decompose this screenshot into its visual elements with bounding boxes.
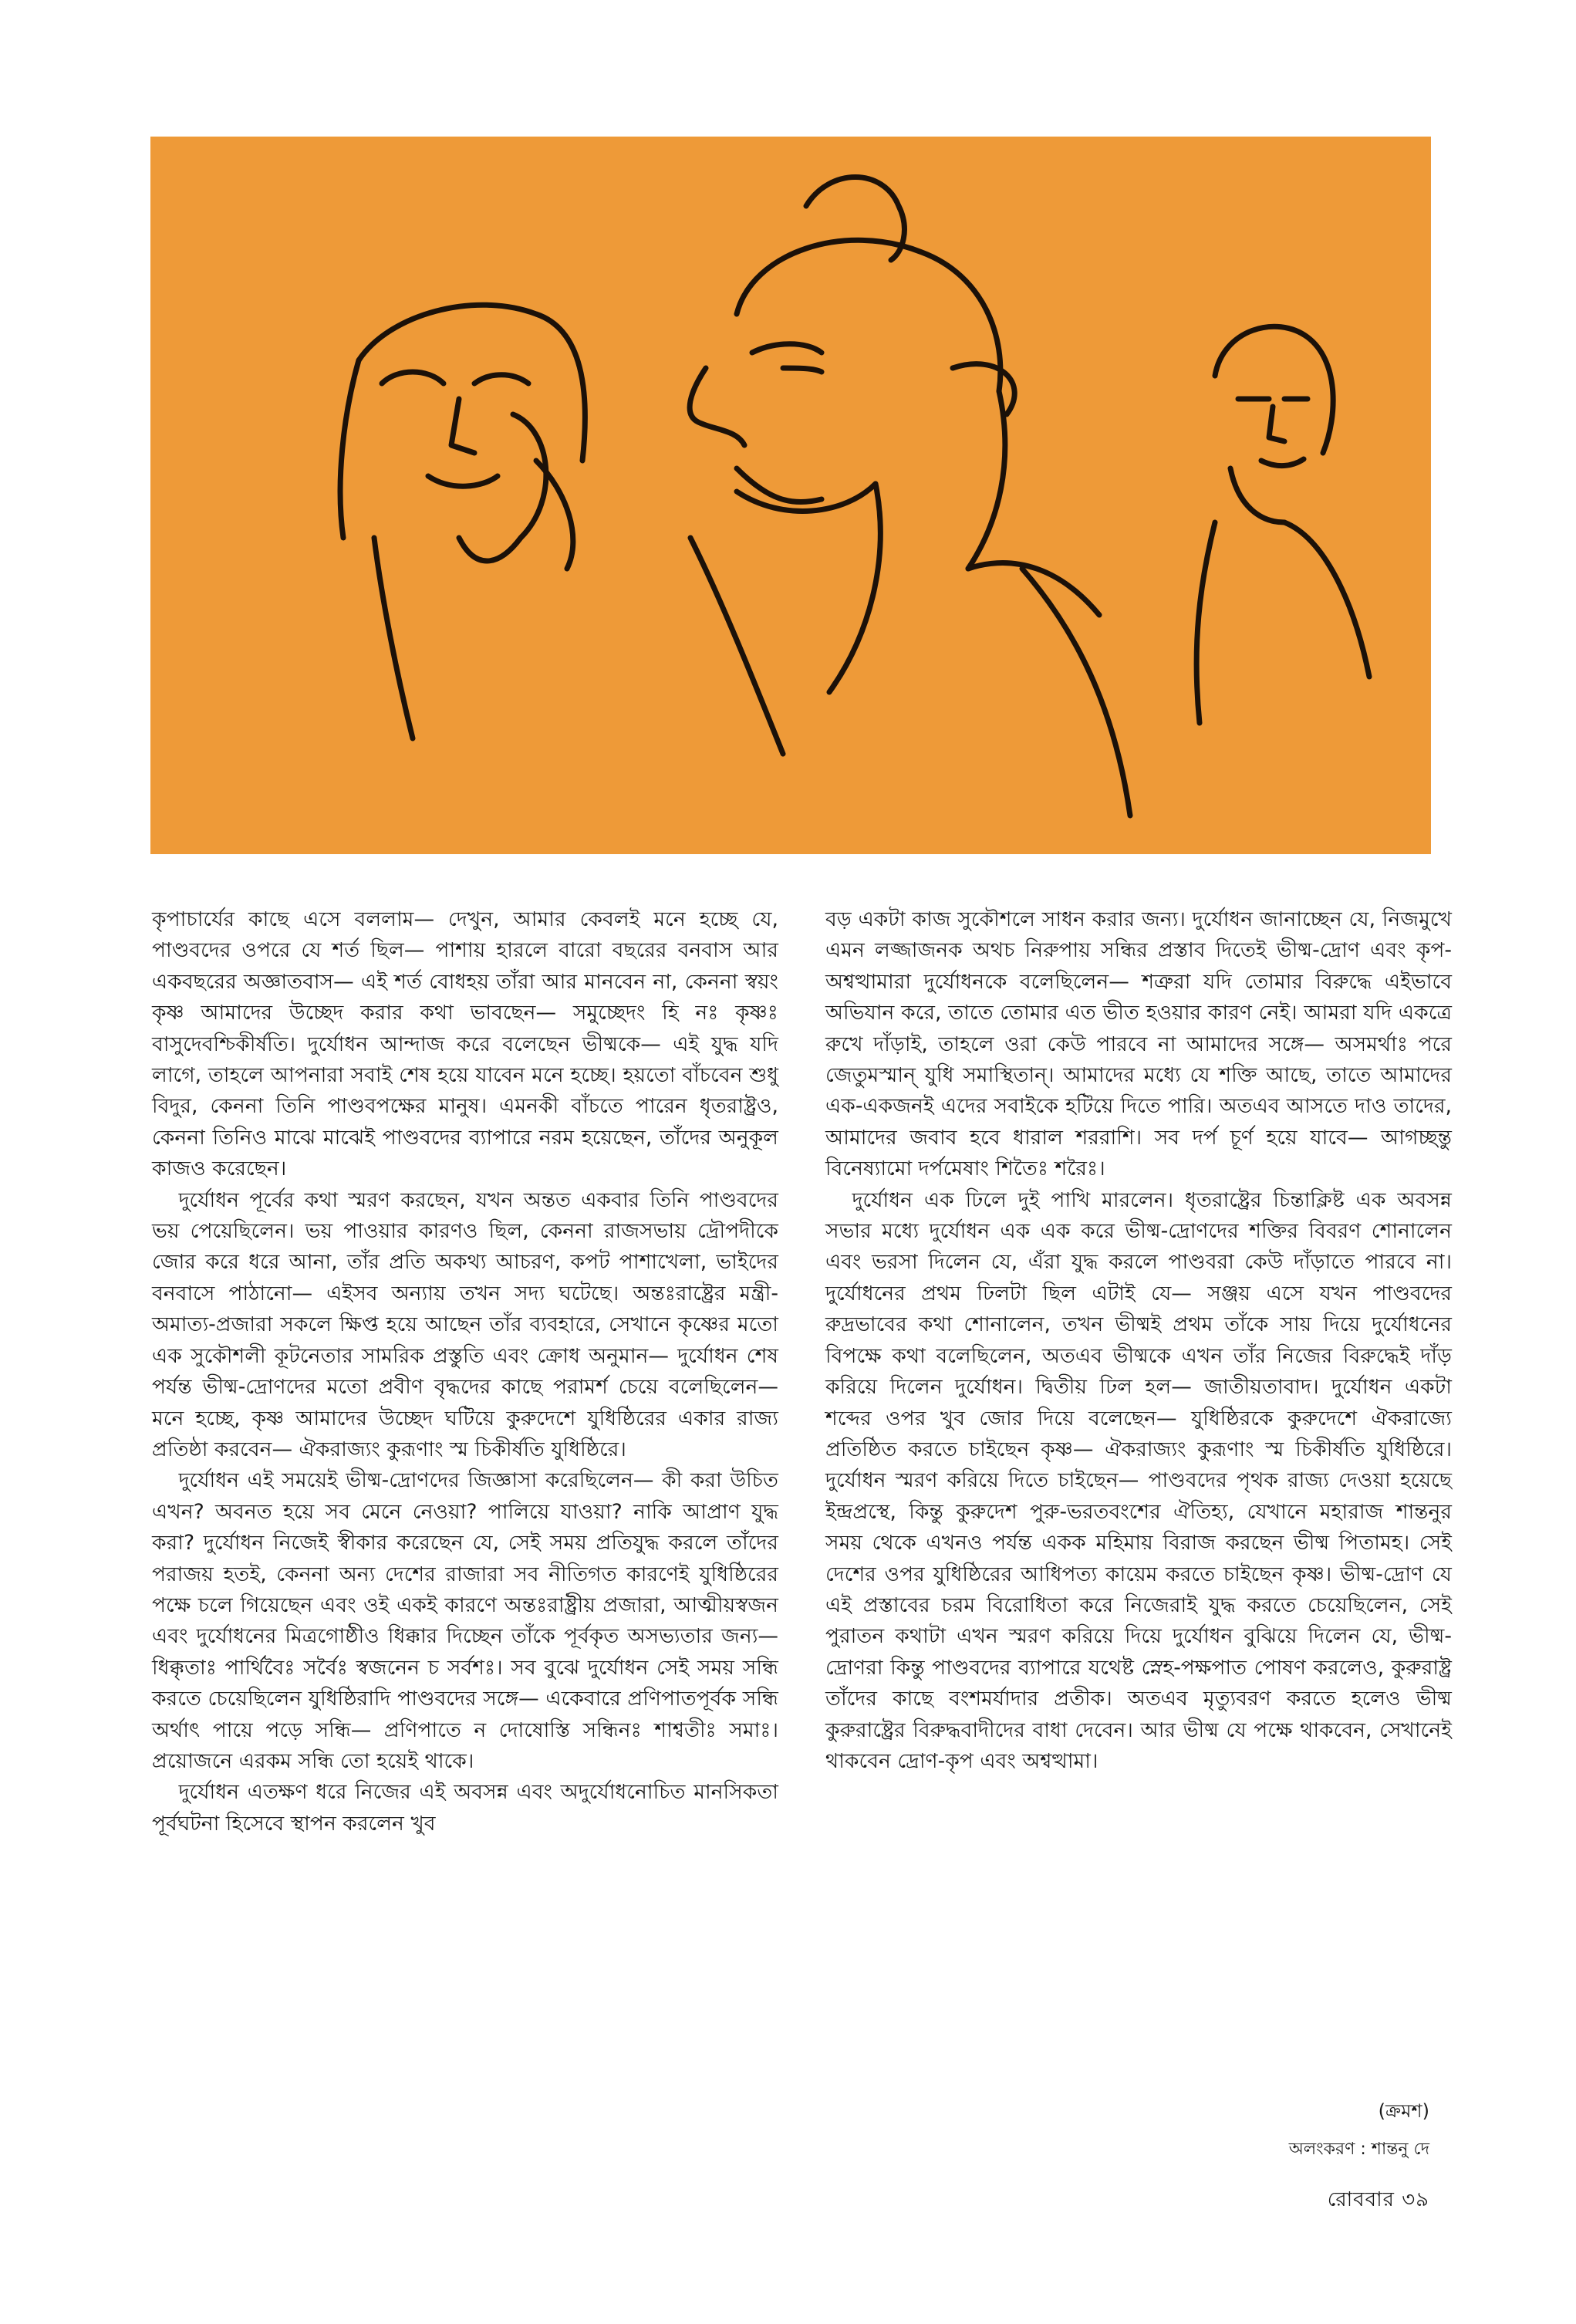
- illustration-credit: অলংকরণ : শান্তনু দে: [1288, 2140, 1429, 2159]
- painted-figures-illustration-icon: [150, 137, 1431, 854]
- paragraph: দুর্যোধন পূর্বের কথা স্মরণ করছেন, যখন অন্তত একবার তিনি পাণ্ডবদের ভয় পেয়েছিলেন। ভয় পাওয়ার কারণও ছিল, কেননা রাজসভায় দ্রৌপদীকে জোর করে ধরে আনা, তাঁর প্রতি অকথ্য আচরণ, কপট পাশাখেলা, ভাইদের বনবাসে পাঠানো— এইসব অন্যায় তখন সদ্য ঘটেছে। অন্তঃরাষ্ট্রের মন্ত্রী-অমাত্য-প্রজারা সকলে ক্ষিপ্ত হয়ে আছেন তাঁর ব্যবহারে, সেখানে কৃষ্ণের মতো এক সুকৌশলী কূটনেতার সামরিক প্রস্তুতি এবং ক্রোধ অনুমান— দুর্যোধন শেষ পর্যন্ত ভীষ্ম-দ্রোণদের মতো প্রবীণ বৃদ্ধদের কাছে পরামর্শ চেয়ে বলেছিলেন— মনে হচ্ছে, কৃষ্ণ আমাদের উচ্ছেদ ঘটিয়ে কুরুদেশে যুধিষ্ঠিরের একার রাজ্য প্রতিষ্ঠা করবেন— ঐকরাজ্যং কুরূণাং স্ম চিকীর্ষতি যুধিষ্ঠিরে।: [152, 1187, 778, 1461]
- illustration: [150, 137, 1431, 854]
- right-column: [825, 904, 1452, 1777]
- paragraph: দুর্যোধন এক ঢিলে দুই পাখি মারলেন। ধৃতরাষ্ট্রের চিন্তাক্লিষ্ট এক অবসন্ন সভার মধ্যে দুর্যোধন এক এক করে ভীষ্ম-দ্রোণদের শক্তির বিবরণ শোনালেন এবং ভরসা দিলেন যে, এঁরা যুদ্ধ করলে পাণ্ডবরা কেউ দাঁড়াতে পারবে না। দুর্যোধনের প্রথম ঢিলটা ছিল এটাই যে— সঞ্জয় এসে যখন পাণ্ডবদের রুদ্রভাবের কথা শোনালেন, তখন ভীষ্মই প্রথম তাঁকে সায় দিয়ে দুর্যোধনের বিপক্ষে কথা বলেছিলেন, অতএব ভীষ্মকে এখন তাঁর নিজের বিরুদ্ধেই দাঁড় করিয়ে দিলেন দুর্যোধন। দ্বিতীয় ঢিল হল— জাতীয়তাবাদ। দুর্যোধন একটা শব্দের ওপর খুব জোর দিয়ে বলেছেন— যুধিষ্ঠিরকে কুরুদেশে ঐকরাজ্যে প্রতিষ্ঠিত করতে চাইছেন কৃষ্ণ— ঐকরাজ্যং কুরূণাং স্ম চিকীর্ষতি যুধিষ্ঠিরে। দুর্যোধন স্মরণ করিয়ে দিতে চাইছেন— পাণ্ডবদের পৃথক রাজ্য দেওয়া হয়েছে ইন্দ্রপ্রস্থে, কিন্তু কুরুদেশ পুরু-ভরতবংশের ঐতিহ্য, যেখানে মহারাজ শান্তনুর সময় থেকে এখনও পর্যন্ত একক মহিমায় বিরাজ করছেন ভীষ্ম পিতামহ। সেই দেশের ওপর যুধিষ্ঠিরের আধিপত্য কায়েম করতে চাইছেন কৃষ্ণ। ভীষ্ম-দ্রোণ যে এই প্রস্তাবের চরম বিরোধিতা করে নিজেরাই যুদ্ধ করতে চেয়েছিলেন, সেই পুরাতন কথাটা এখন স্মরণ করিয়ে দিয়ে দুর্যোধন বুঝিয়ে দিলেন যে, ভীষ্ম-দ্রোণরা কিন্তু পাণ্ডবদের ব্যাপারে যথেষ্ট স্নেহ-পক্ষপাত পোষণ করলেও, কুরুরাষ্ট্র তাঁদের কাছে বংশমর্যাদার প্রতীক। অতএব মৃত্যুবরণ করতে হলেও ভীষ্ম কুরুরাষ্ট্রের বিরুদ্ধবাদীদের বাধা দেবেন। আর ভীষ্ম যে পক্ষে থাকবেন, সেখানেই থাকবেন দ্রোণ-কৃপ এবং অশ্বত্থামা।: [825, 1187, 1452, 1773]
- page-folio: রোববার ৩৯: [1327, 2188, 1429, 2211]
- paragraph: দুর্যোধন এতক্ষণ ধরে নিজের এই অবসন্ন এবং অদুর্যোধনোচিত মানসিকতা পূর্বঘটনা হিসেবে স্থাপন করলেন খুব: [152, 1780, 778, 1836]
- continued-note: (ক্রমশ): [1378, 2100, 1429, 2122]
- paragraph: কৃপাচার্যের কাছে এসে বললাম— দেখুন, আমার কেবলই মনে হচ্ছে যে, পাণ্ডবদের ওপরে যে শর্ত ছিল— পাশায় হারলে বারো বছরের বনবাস আর একবছরের অজ্ঞাতবাস— এই শর্ত বোধহয় তাঁরা আর মানবেন না, কেননা স্বয়ং কৃষ্ণ আমাদের উচ্ছেদ করার কথা ভাবছেন— সমুচ্ছেদং হি নঃ কৃষ্ণঃ বাসুদেবশ্চিকীর্ষতি। দুর্যোধন আন্দাজ করে বলেছেন ভীষ্মকে— এই যুদ্ধ যদি লাগে, তাহলে আপনারা সবাই শেষ হয়ে যাবেন মনে হচ্ছে। হয়তো বাঁচবেন শুধু বিদুর, কেননা তিনি পাণ্ডবপক্ষের মানুষ। এমনকী বাঁচতে পারেন ধৃতরাষ্ট্রও, কেননা তিনিও মাঝে মাঝেই পাণ্ডবদের ব্যাপারে নরম হয়েছেন, তাঁদের অনুকূল কাজও করেছেন।: [152, 907, 778, 1181]
- left-column: [152, 904, 778, 1839]
- paragraph: বড় একটা কাজ সুকৌশলে সাধন করার জন্য। দুর্যোধন জানাচ্ছেন যে, নিজমুখে এমন লজ্জাজনক অথচ নিরুপায় সন্ধির প্রস্তাব দিতেই ভীষ্ম-দ্রোণ এবং কৃপ-অশ্বত্থামারা দুর্যোধনকে বলেছিলেন— শত্রুরা যদি তোমার বিরুদ্ধে এইভাবে অভিযান করে, তাতে তোমার এত ভীত হওয়ার কারণ নেই। আমরা যদি একত্রে রুখে দাঁড়াই, তাহলে ওরা কেউ পারবে না আমাদের সঙ্গে— অসমর্থাঃ পরে জেতুমস্মান্ যুধি সমাস্থিতান্। আমাদের মধ্যে যে শক্তি আছে, তাতে আমাদের এক-একজনই এদের সবাইকে হটিয়ে দিতে পারি। অতএব আসতে দাও তাদের, আমাদের জবাব হবে ধারাল শররাশি। সব দর্প চূর্ণ হয়ে যাবে— আগচ্ছন্তু বিনেষ্যামো দর্পমেষাং শিতৈঃ শরৈঃ।: [825, 907, 1452, 1181]
- paragraph: দুর্যোধন এই সময়েই ভীষ্ম-দ্রোণদের জিজ্ঞাসা করেছিলেন— কী করা উচিত এখন? অবনত হয়ে সব মেনে নেওয়া? পালিয়ে যাওয়া? নাকি আপ্রাণ যুদ্ধ করা? দুর্যোধন নিজেই স্বীকার করেছেন যে, সেই সময় প্রতিযুদ্ধ করলে তাঁদের পরাজয় হতই, কেননা অন্য দেশের রাজারা সব নীতিগত কারণেই যুধিষ্ঠিরের পক্ষে চলে গিয়েছেন এবং ওই একই কারণে অন্তঃরাষ্ট্রীয় প্রজারা, আত্মীয়স্বজন এবং দুর্যোধনের মিত্রগোষ্ঠীও ধিক্কার দিচ্ছেন তাঁকে পূর্বকৃত অসভ্যতার জন্য— ধিক্কৃতাঃ পার্থিবৈঃ সর্বৈঃ স্বজনেন চ সর্বশঃ। সব বুঝে দুর্যোধন সেই সময় সন্ধি করতে চেয়েছিলেন যুধিষ্ঠিরাদি পাণ্ডবদের সঙ্গে— একেবারে প্রণিপাতপূর্বক সন্ধি অর্থাৎ পায়ে পড়ে সন্ধি— প্রণিপাতে ন দোষোস্তি সন্ধিনঃ শাশ্বতীঃ সমাঃ। প্রয়োজনে এরকম সন্ধি তো হয়েই থাকে।: [152, 1468, 778, 1773]
